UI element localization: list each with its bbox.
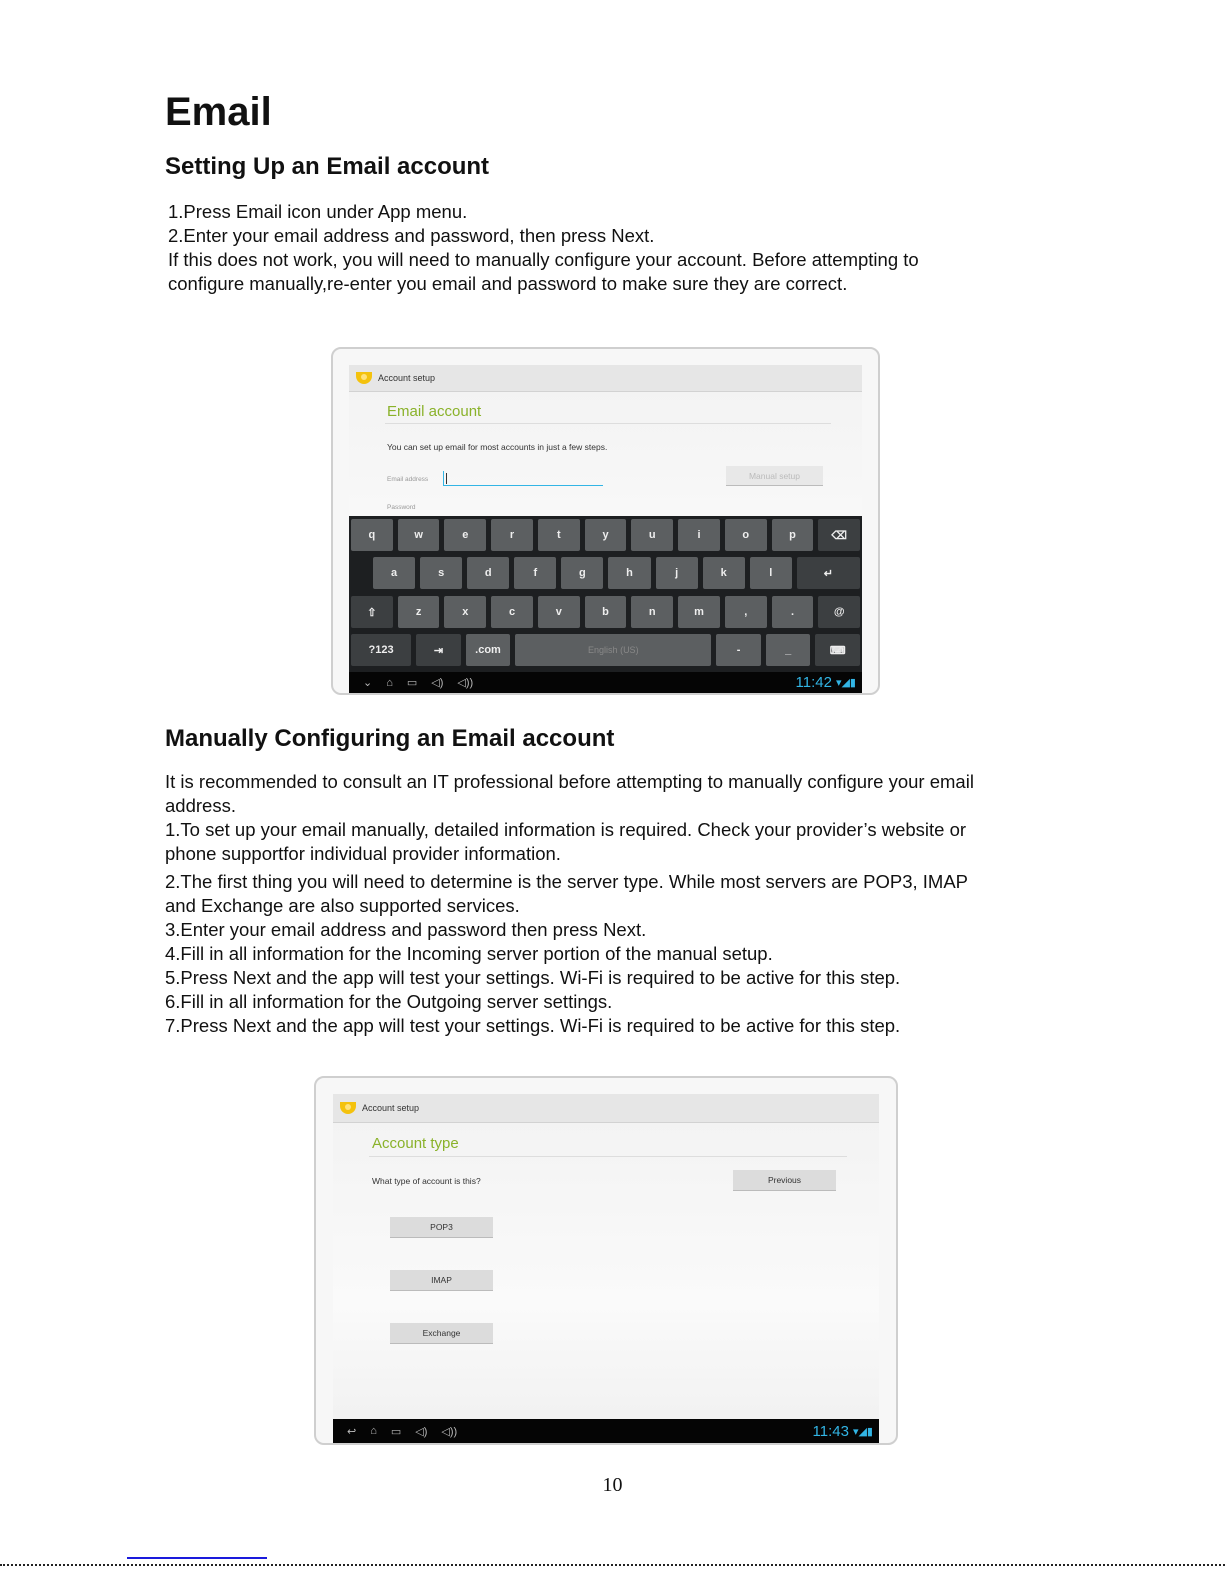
key-a[interactable]: a [373,557,415,589]
onscreen-keyboard [349,516,862,672]
key-v[interactable]: v [538,596,580,628]
system-navigation-bar [349,672,862,693]
volume-up-icon[interactable]: ◁)) [457,677,474,689]
key-w[interactable]: w [398,519,440,551]
key-symbol10[interactable]: @ [818,596,860,628]
key-symbol9[interactable]: ↵ [797,557,860,589]
intro-text: You can set up email for most accounts in just a few steps. [387,442,608,452]
page-title: Email [165,90,272,134]
key-b[interactable]: b [585,596,627,628]
page-number: 10 [602,1474,623,1496]
text-line: 4.Fill in all information for the Incoming server portion of the manual setup. [165,943,773,964]
page-edge [0,1564,1225,1566]
volume-up-icon[interactable]: ◁)) [441,1425,458,1438]
email-app-icon [356,372,372,384]
text-line: It is recommended to consult an IT professional before attempting to manually configure your email [165,771,974,792]
screen-title: Email account [387,403,482,420]
key-s[interactable]: s [420,557,462,589]
email-label: Email address [387,476,429,483]
home-icon[interactable]: ⌂ [370,1425,377,1437]
text-line: 3.Enter your email address and password then press Next. [165,919,647,940]
setup-instructions [168,200,919,296]
key-symbol9[interactable]: . [772,596,814,628]
screen-title: Account type [372,1135,459,1152]
section-heading-manual: Manually Configuring an Email account [165,725,615,752]
key-i[interactable]: i [678,519,720,551]
key-symbol8[interactable]: , [725,596,767,628]
text-line: and Exchange are also supported services. [165,895,520,916]
key-z[interactable]: z [398,596,440,628]
key-symbol6[interactable]: ⌨ [815,634,860,666]
key-g[interactable]: g [561,557,603,589]
key-symbol0[interactable]: ⇧ [351,596,393,628]
password-label: Password [387,504,416,511]
screenshot-email-account [331,347,880,695]
wifi-battery-icon: ▾◢▮ [835,677,856,689]
key-k[interactable]: k [703,557,745,589]
key-h[interactable]: h [608,557,650,589]
exchange-button[interactable]: Exchange [390,1323,493,1344]
text-line: configure manually,re-enter you email and password to make sure they are correct. [168,273,848,294]
key-e[interactable]: e [444,519,486,551]
pop3-button[interactable]: POP3 [390,1217,493,1238]
link-underline [127,1557,267,1559]
section-heading-setup: Setting Up an Email account [165,153,490,180]
key-EnglishUS[interactable]: English (US) [515,634,711,666]
text-line: phone supportfor individual provider information. [165,843,561,864]
key-d[interactable]: d [467,557,509,589]
wifi-battery-icon: ▾◢▮ [852,1425,873,1438]
text-line: If this does not work, you will need to manually configure your account. Before attempting to [168,249,919,270]
home-icon[interactable]: ⌂ [386,676,393,689]
key-o[interactable]: o [725,519,767,551]
key-symbol4[interactable]: - [716,634,761,666]
key-n[interactable]: n [631,596,673,628]
screenshot-account-type [314,1076,898,1445]
text-line: address. [165,795,236,816]
key-symbol5[interactable]: _ [766,634,811,666]
key-l[interactable]: l [750,557,792,589]
system-navigation-bar [333,1419,879,1443]
text-line: 2.The first thing you will need to determine is the server type. While most servers are POP3, IMAP [165,871,969,892]
key-y[interactable]: y [585,519,627,551]
imap-button[interactable]: IMAP [390,1270,493,1291]
text-line: 1.Press Email icon under App menu. [168,201,468,222]
key-m[interactable]: m [678,596,720,628]
volume-down-icon[interactable]: ◁) [415,1425,428,1438]
question-text: What type of account is this? [372,1176,481,1186]
key-x[interactable]: x [444,596,486,628]
hide-keyboard-icon[interactable]: ⌄ [363,677,373,689]
key-symbol1[interactable]: ⇥ [416,634,461,666]
text-line: 6.Fill in all information for the Outgoing server settings. [165,991,613,1012]
app-title: Account setup [362,1103,420,1113]
manual-instructions [165,770,974,1038]
key-f[interactable]: f [514,557,556,589]
recent-apps-icon[interactable]: ▭ [390,1425,402,1438]
text-line: 5.Press Next and the app will test your settings. Wi-Fi is required to be active for this step. [165,967,901,988]
key-com[interactable]: .com [466,634,511,666]
key-t[interactable]: t [538,519,580,551]
email-input[interactable] [443,471,603,486]
volume-down-icon[interactable]: ◁) [431,677,444,689]
text-line: 2.Enter your email address and password, then press Next. [168,225,655,246]
text-line: 1.To set up your email manually, detailed information is required. Check your provider’s website or [165,819,967,840]
key-c[interactable]: c [491,596,533,628]
key-q[interactable]: q [351,519,393,551]
previous-button[interactable]: Previous [733,1170,836,1191]
app-title: Account setup [378,373,436,383]
key-j[interactable]: j [656,557,698,589]
key-123[interactable]: ?123 [351,634,411,666]
key-r[interactable]: r [491,519,533,551]
email-app-icon [340,1102,356,1114]
status-clock: 11:43 [812,1422,849,1440]
text-cursor [446,473,447,484]
status-clock: 11:42 [795,674,832,691]
key-p[interactable]: p [772,519,814,551]
key-symbol10[interactable]: ⌫ [818,519,860,551]
recent-apps-icon[interactable]: ▭ [406,677,418,689]
text-line: 7.Press Next and the app will test your settings. Wi-Fi is required to be active for this step. [165,1015,901,1036]
back-icon[interactable]: ↩ [347,1425,357,1438]
key-u[interactable]: u [631,519,673,551]
manual-setup-button[interactable]: Manual setup [726,466,823,486]
